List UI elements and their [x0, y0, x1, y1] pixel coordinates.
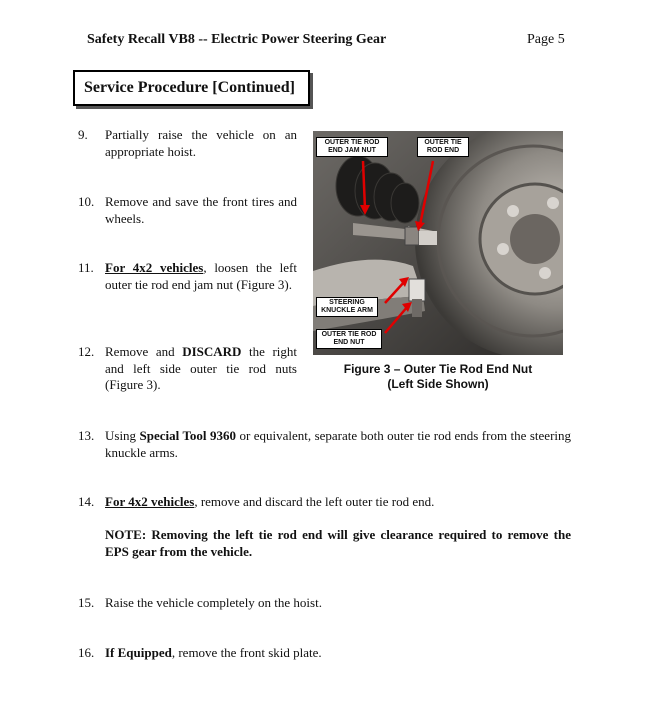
figure-3-photo — [313, 131, 563, 355]
step-bold: Special Tool 9360 — [139, 428, 236, 443]
callout-knuckle-arm: STEERING KNUCKLE ARM — [316, 297, 378, 317]
step-text-rest: the right and left side outer tie rod nuts (Figure 3). — [105, 344, 298, 392]
step-text: Raise the vehicle completely on the hoist. — [105, 595, 322, 610]
step-bold-prefix: For 4x2 vehicles — [105, 494, 195, 509]
step-bold: If Equipped — [105, 645, 172, 660]
callout-rod-end: OUTER TIE ROD END — [417, 137, 469, 157]
step-text-pre: Remove and — [105, 344, 183, 359]
step-text: Remove and save the front tires and wheels. — [105, 194, 297, 226]
step-bold: DISCARD — [182, 344, 242, 359]
step-text — [105, 645, 571, 662]
callout-end-nut: OUTER TIE ROD END NUT — [316, 329, 382, 349]
step-bold-prefix: For 4x2 vehicles — [105, 260, 204, 275]
section-title: Service Procedure [Continued] — [73, 70, 310, 106]
step-text-rest: or equivalent, separate both outer tie rod ends from the steering knuckle arms. — [105, 428, 572, 460]
caption-line-2: (Left Side Shown) — [387, 377, 489, 391]
step-text-pre: Using — [105, 428, 140, 443]
page-number: Page 5 — [527, 32, 565, 47]
tie-rod-photo-illustration — [313, 131, 563, 355]
step-number: 10. — [78, 194, 95, 209]
caption-line-1: Figure 3 – Outer Tie Rod End Nut — [343, 362, 533, 376]
note-text: NOTE: Removing the left tie rod end will give clearance required to remove the EPS gear from the vehicle. — [105, 527, 571, 559]
step-text — [105, 428, 571, 461]
step-number: 13. — [78, 428, 95, 443]
step-text-rest: , loosen the left outer tie rod end jam nut (Figure 3). — [105, 260, 297, 292]
step-text-rest: , remove and discard the left outer tie rod end. — [194, 494, 435, 509]
figure-caption — [313, 362, 563, 392]
step-number: 9. — [78, 127, 88, 142]
step-text — [105, 344, 297, 394]
step-text — [105, 260, 297, 293]
step-number: 16. — [78, 645, 95, 660]
step-number: 11. — [78, 260, 94, 275]
step-number: 12. — [78, 344, 95, 359]
step-text-rest: , remove the front skid plate. — [171, 645, 322, 660]
step-text: Partially raise the vehicle on an appropriate hoist. — [105, 127, 297, 159]
step-number: 14. — [78, 494, 95, 509]
document-header-title: Safety Recall VB8 -- Electric Power Steering Gear — [87, 32, 387, 47]
callout-jam-nut: OUTER TIE ROD END JAM NUT — [316, 137, 388, 157]
step-text — [105, 494, 571, 511]
step-number: 15. — [78, 595, 95, 610]
